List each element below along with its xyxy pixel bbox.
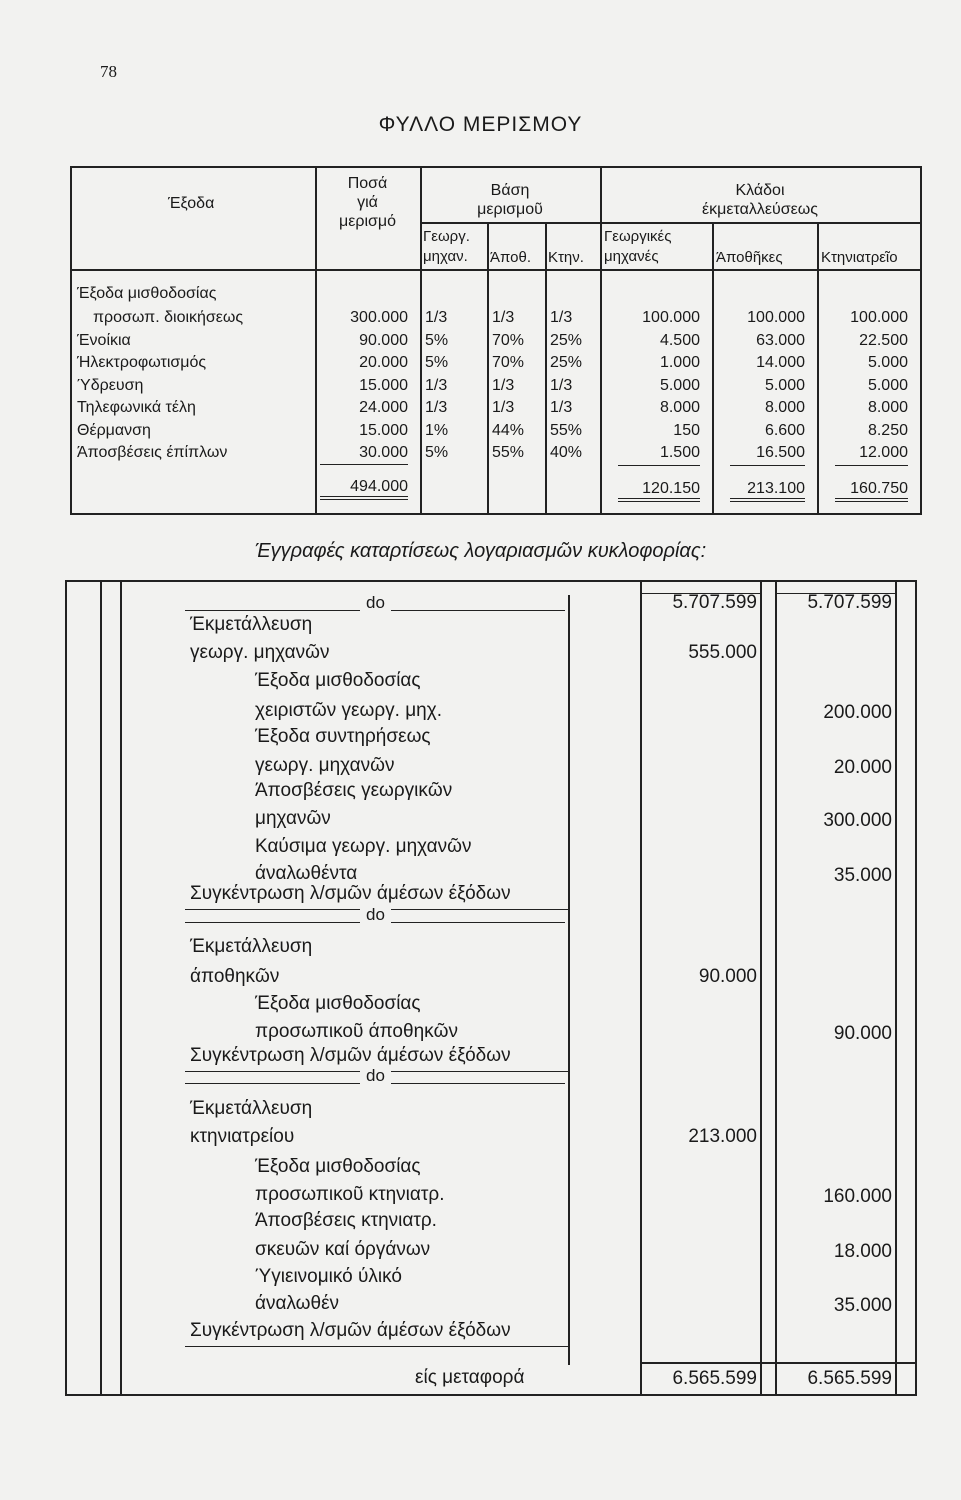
rule-line [640,1362,917,1364]
rule-line [730,465,805,466]
row-basis: 1/3 [492,376,515,394]
do-marker: do [360,593,391,613]
row-label: Ήλεκτροφωτισμός [77,354,207,371]
row-label: Έξοδα μισθοδοσίας [77,285,217,302]
column-divider [70,166,72,515]
rule-line [835,465,908,466]
account-name: άναλωθέν [255,1293,340,1314]
row-amount: 90.000 [359,331,408,349]
header-amount: μερισμό [339,213,396,230]
row-branch-amount: 5.000 [659,376,700,394]
row-basis: 70% [492,354,525,371]
account-name: προσωπικοῦ κτηνιατρ. [255,1184,445,1205]
rule-line [320,464,408,465]
row-basis: 1/3 [425,399,448,416]
column-divider [568,595,570,1365]
header-basis: Βάση [490,182,530,199]
row-branch-amount: 100.000 [747,309,805,326]
carried-forward-debit: 6.565.599 [672,1368,757,1389]
column-divider [915,580,917,1395]
row-basis: 25% [550,354,583,371]
column-divider [895,580,897,1395]
account-name: Άποσβέσεις κτηνιατρ. [255,1210,437,1231]
credit-amount: 18.000 [833,1241,892,1262]
header-branch-col: Κτηνιατρεῖο [821,249,898,266]
row-amount: 300.000 [350,309,408,326]
rule-line [420,222,922,224]
total-amount: 494.000 [320,478,408,500]
row-label: προσωπ. διοικήσεως [93,309,244,326]
header-basis: μερισμοῦ [477,201,543,218]
row-label: Ένοίκια [77,331,131,349]
account-name: Καύσιμα γεωργ. μηχανῶν [255,836,472,857]
account-name: Έξοδα συντηρήσεως [255,726,431,747]
account-name: γεωργ. μηχανῶν [190,642,330,663]
row-branch-amount: 1.000 [659,354,700,371]
row-branch-amount: 5.000 [867,376,908,394]
account-name: Έξοδα μισθοδοσίας [255,993,421,1014]
row-basis: 44% [492,421,525,439]
opening-debit: 5.707.599 [672,592,757,613]
row-basis: 1/3 [492,399,515,416]
debit-amount: 90.000 [698,966,757,987]
row-branch-amount: 8.000 [659,399,700,416]
total-branch-amount: 160.750 [835,480,908,502]
row-branch-amount: 8.000 [867,399,908,416]
row-basis: 1/3 [492,309,515,326]
column-divider [100,580,102,1395]
do-marker: do [360,1066,391,1086]
rule-line [70,269,922,271]
row-basis: 1% [425,421,449,439]
opening-credit: 5.707.599 [807,592,892,613]
credit-amount: 20.000 [833,757,892,778]
row-basis: 40% [550,444,583,461]
row-basis: 1/3 [550,376,573,394]
header-branches: έκμεταλλεύσεως [702,201,818,218]
header-branch-col: Άποθῆκες [716,249,783,266]
row-label: Ύδρευση [77,376,144,394]
row-basis: 5% [425,444,449,461]
row-basis: 1/3 [425,309,448,326]
rule-line [65,1394,917,1396]
row-basis: 1/3 [550,399,573,416]
entry-note: Συγκέντρωση λ/σμῶν άμέσων έξόδων [190,1045,511,1066]
account-name: προσωπικοῦ άποθηκῶν [255,1021,458,1042]
account-name: κτηνιατρείου [190,1126,295,1147]
rule-line [185,1346,570,1347]
account-name: Ύγιεινομικό ύλικό [255,1266,402,1287]
debit-amount: 555.000 [688,642,757,663]
rule-line [65,580,917,582]
row-branch-amount: 100.000 [850,309,908,326]
do-marker: do [360,905,391,925]
account-name: Έκμετάλλευση [190,936,313,957]
account-name: Έξοδα μισθοδοσίας [255,1156,421,1177]
journal-title: Έγγραφές καταρτίσεως λογαριασμῶν κυκλοφορίας: [254,540,707,562]
credit-amount: 35.000 [833,1295,892,1316]
row-label: Τηλεφωνικά τέλη [77,399,196,416]
row-label: Άποσβέσεις έπίπλων [77,444,228,461]
row-basis: 1/3 [425,376,448,394]
row-branch-amount: 4.500 [659,331,700,349]
credit-amount: 90.000 [833,1023,892,1044]
account-name: Έκμετάλλευση [190,614,313,635]
credit-amount: 300.000 [823,810,892,831]
row-branch-amount: 5.000 [764,376,805,394]
account-name: άναλωθέντα [255,863,358,884]
row-branch-amount: 16.500 [756,444,805,461]
account-name: σκευῶν καί όργάνων [255,1239,431,1260]
header-expenses: Έξοδα [168,195,215,212]
entry-note: Συγκέντρωση λ/σμῶν άμέσων έξόδων [190,883,511,904]
row-amount: 30.000 [359,444,408,461]
page-number: 78 [100,62,117,81]
column-divider [120,580,122,1395]
row-branch-amount: 5.000 [867,354,908,371]
account-name: Έκμετάλλευση [190,1098,313,1119]
row-branch-amount: 14.000 [756,354,805,371]
column-divider [487,222,489,515]
column-divider [920,166,922,515]
account-name: χειριστῶν γεωργ. μηχ. [255,700,442,721]
total-branch-amount: 213.100 [730,480,805,502]
row-basis: 5% [425,331,449,349]
credit-amount: 200.000 [823,702,892,723]
page-title: ΦΥΛΛΟ ΜΕΡΙΣΜΟΥ [378,113,583,136]
row-amount: 24.000 [359,399,408,416]
header-amount: γιά [357,194,378,211]
header-branch-col: Γεωργικές [604,228,672,245]
total-branch-amount: 120.150 [618,480,700,502]
row-branch-amount: 12.000 [859,444,908,461]
row-branch-amount: 1.500 [659,444,700,461]
row-branch-amount: 22.500 [859,331,908,349]
row-basis: 5% [425,354,449,371]
column-divider [65,580,67,1395]
row-basis: 1/3 [550,309,573,326]
row-amount: 15.000 [359,376,408,394]
column-divider [760,580,762,1395]
row-label: Θέρμανση [77,421,151,439]
rule-line [70,166,922,168]
row-basis: 70% [492,331,525,349]
row-amount: 20.000 [359,354,408,371]
header-basis-col: Γεωργ. [423,228,470,245]
row-amount: 15.000 [359,421,408,439]
rule-line [70,513,922,515]
column-divider [545,222,547,515]
account-name: Άποσβέσεις γεωργικῶν [255,780,453,801]
account-name: άποθηκῶν [190,966,280,987]
carried-forward-credit: 6.565.599 [807,1368,892,1389]
row-branch-amount: 6.600 [764,421,805,439]
row-branch-amount: 100.000 [642,309,700,326]
entry-note: Συγκέντρωση λ/σμῶν άμέσων έξόδων [190,1320,511,1341]
header-amount: Ποσά [347,175,388,192]
row-branch-amount: 8.000 [764,399,805,416]
row-branch-amount: 8.250 [867,421,908,439]
row-branch-amount: 150 [673,421,700,439]
carried-forward-label: είς μεταφορά [415,1367,525,1388]
header-basis-col: Άποθ. [490,249,532,266]
account-name: μηχανῶν [255,808,331,829]
row-branch-amount: 63.000 [756,331,805,349]
row-basis: 25% [550,331,583,349]
header-branches: Κλάδοι [735,182,785,199]
credit-amount: 160.000 [823,1186,892,1207]
row-basis: 55% [492,444,525,461]
credit-amount: 35.000 [833,865,892,886]
header-basis-col: Κτην. [548,249,584,266]
header-branch-col: μηχανές [604,248,659,265]
debit-amount: 213.000 [688,1126,757,1147]
account-name: γεωργ. μηχανῶν [255,755,395,776]
rule-line [618,465,700,466]
row-basis: 55% [550,421,583,439]
account-name: Έξοδα μισθοδοσίας [255,670,421,691]
header-basis-col: μηχαν. [423,248,468,265]
